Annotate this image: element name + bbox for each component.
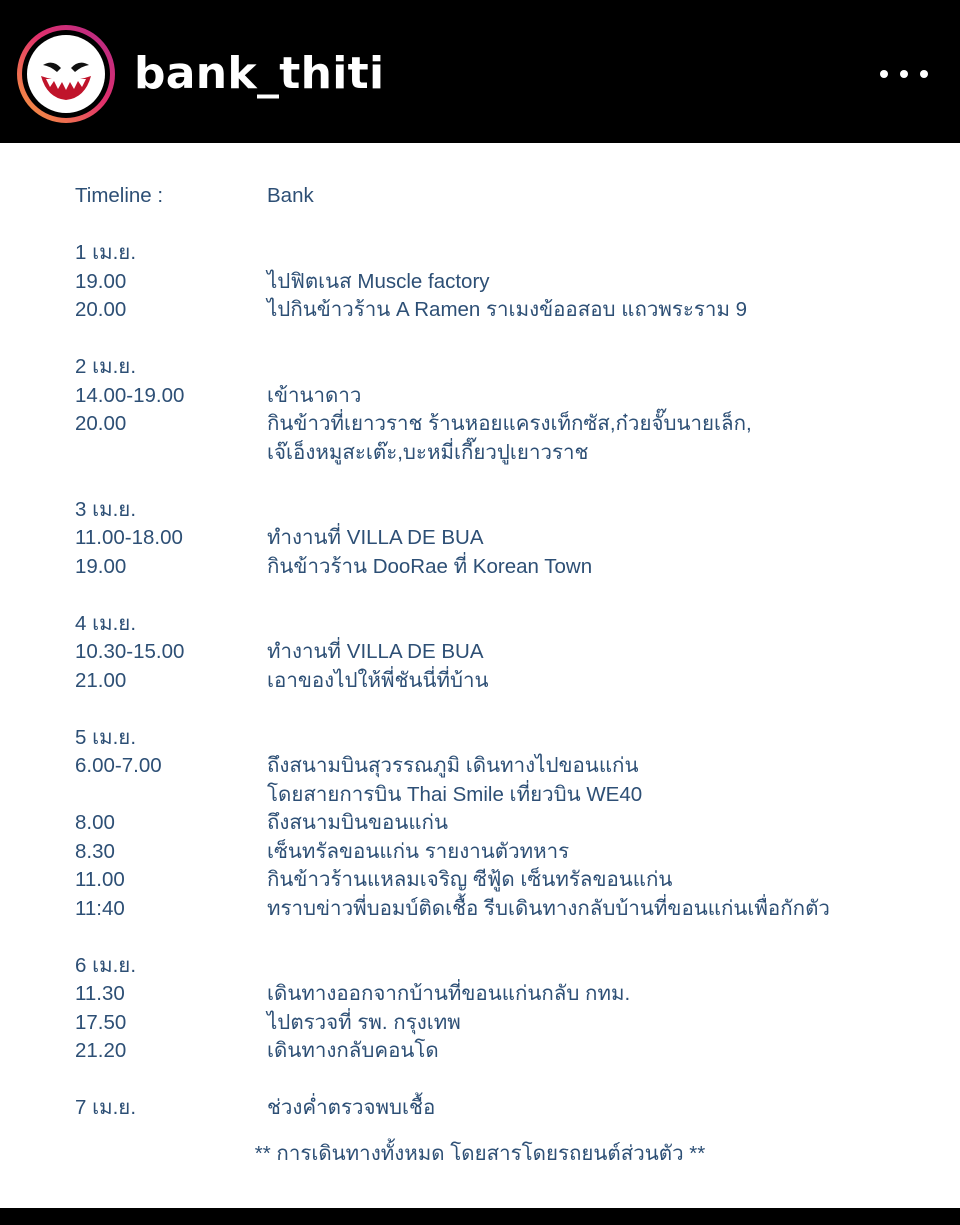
entry-activity: ถึงสนามบินสุวรรณภูมิ เดินทางไปขอนแก่น [267,754,639,777]
timeline-entry-row [0,837,960,866]
post-image [0,143,960,1208]
day-date-row [0,495,960,524]
timeline-entry-row [0,808,960,837]
timeline-entry-row [0,552,960,581]
joker-grin-icon [27,35,105,113]
timeline-entry-row [0,666,960,695]
entry-activity: ไปฟิตเนส Muscle factory [267,269,490,293]
entry-time: 19.00 [75,269,127,293]
entry-time: 8.00 [75,811,115,834]
day-date-row [0,723,960,752]
day-date-row [0,609,960,638]
travel-note: ** การเดินทางทั้งหมด โดยสารโดยรถยนต์ส่วนตัว ** [254,1141,706,1165]
final-result: ช่วงค่ำตรวจพบเชื้อ [267,1096,436,1119]
story-ring[interactable] [17,25,115,123]
day-date-row [0,238,960,267]
timeline-entry-row [0,295,960,324]
entry-time: 6.00-7.00 [75,754,162,777]
day-date: 5 เม.ย. [75,725,137,749]
entry-time: 20.00 [75,298,127,321]
entry-activity: ทำงานที่ VILLA DE BUA [267,640,484,663]
entry-activity: กินข้าวร้าน DooRae ที่ Korean Town [267,554,593,578]
entry-activity: เดินทางออกจากบ้านที่ขอนแก่นกลับ กทม. [267,982,631,1005]
entry-activity: ไปกินข้าวร้าน A Ramen ราเมงข้ออสอบ แถวพระราม 9 [267,298,748,321]
day-date-row [0,352,960,381]
more-dot-icon [880,70,888,78]
entry-activity: ทำงานที่ VILLA DE BUA [267,526,484,549]
timeline-entry-row [0,381,960,410]
entry-activity: ไปตรวจที่ รพ. กรุงเทพ [267,1010,461,1034]
timeline-entry-row [0,979,960,1008]
timeline-entry-row [0,267,960,296]
timeline-entry-row [0,523,960,552]
entry-time: 10.30-15.00 [75,640,185,663]
entry-time: 11:40 [75,896,125,920]
bottom-edge [0,1208,960,1225]
entry-activity: เจ๊เอ็งหมูสะเต๊ะ,บะหมี่เกี๊ยวปูเยาวราช [267,440,589,464]
entry-time: 11.00 [75,868,125,891]
entry-time: 21.20 [75,1039,127,1062]
entry-activity: เซ็นทรัลขอนแก่น รายงานตัวทหาร [267,839,570,863]
entry-time: 17.50 [75,1010,127,1034]
entry-activity: ถึงสนามบินขอนแก่น [267,811,448,834]
more-options-button[interactable] [880,60,928,88]
timeline-entry-row [0,1008,960,1037]
entry-time: 8.30 [75,839,115,863]
day-date-row [0,951,960,980]
entry-activity: ทราบข่าวพี่บอมบ์ติดเชื้อ รีบเดินทางกลับบ้านที่ขอนแก่นเพื่อกักตัว [267,896,830,920]
day-date: 3 เม.ย. [75,497,137,521]
timeline-entry-row [0,865,960,894]
more-dot-icon [920,70,928,78]
entry-activity: กินข้าวที่เยาวราช ร้านหอยแครงเท็กซัส,ก๋วยจั๊บนายเล็ก, [267,412,752,435]
day-date: 2 เม.ย. [75,355,137,378]
timeline-document [0,143,960,1208]
entry-activity: โดยสายการบิน Thai Smile เที่ยวบิน WE40 [267,782,643,806]
entry-activity: กินข้าวร้านแหลมเจริญ ซีฟู้ด เซ็นทรัลขอนแก่น [267,868,673,891]
entry-time: 20.00 [75,412,127,435]
timeline-entry-row [0,637,960,666]
entry-time: 11.30 [75,982,125,1005]
entry-activity: เข้านาดาว [267,383,362,407]
final-date: 7 เม.ย. [75,1096,137,1119]
timeline-label: Timeline : [75,184,164,207]
entry-time: 14.00-19.00 [75,383,185,407]
entry-activity: เอาของไปให้พี่ชันนี่ที่บ้าน [267,668,489,692]
entry-time: 11.00-18.00 [75,526,183,549]
timeline-header-row [0,181,960,210]
day-date: 4 เม.ย. [75,611,137,635]
entry-time: 21.00 [75,668,127,692]
entry-time: 19.00 [75,554,127,578]
final-day-row [0,1093,960,1122]
timeline-entry-row [0,780,960,809]
timeline-entry-row [0,409,960,438]
username[interactable]: bank_thiti [134,48,385,99]
timeline-person-name: Bank [267,184,314,207]
entry-activity: เดินทางกลับคอนโด [267,1039,439,1062]
timeline-entry-row [0,751,960,780]
timeline-entry-row [0,438,960,467]
timeline-entry-row [0,1036,960,1065]
timeline-entry-row [0,894,960,923]
post-header [0,0,960,143]
day-date: 1 เม.ย. [75,241,137,264]
day-date: 6 เม.ย. [75,953,137,977]
more-dot-icon [900,70,908,78]
avatar[interactable] [22,30,110,118]
